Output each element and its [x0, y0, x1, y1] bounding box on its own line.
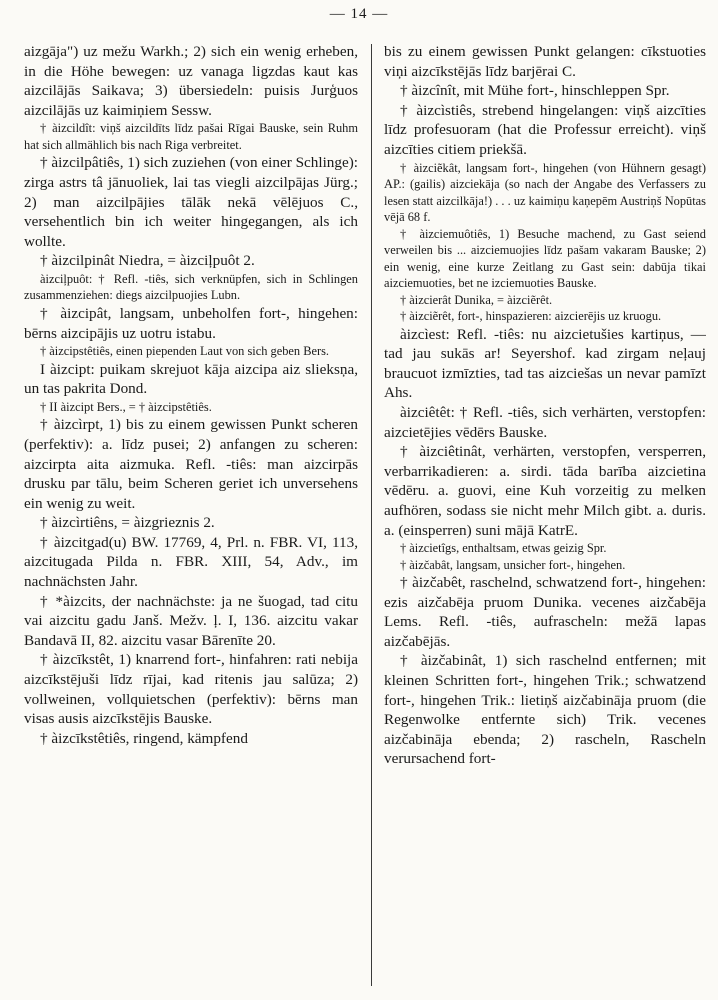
- dictionary-entry: † àizčabât, langsam, unsicher fort-, hingehen.: [400, 557, 626, 572]
- dictionary-entry: àizciêtêt: † Refl. -tiês, sich verhärten, verstopfen: aizcietējies vēdērs Bauske.: [384, 403, 706, 441]
- dictionary-entry: bis zu einem gewissen Punkt gelangen: cīkstuoties viņi aizcīkstējās līdz barjērai C.: [384, 43, 706, 80]
- dictionary-entry: aizgāja") uz mežu Warkh.; 2) sich ein wenig erheben, in die Höhe bewegen: uz vanaga ligzdas kaut kas aizcilājās Saikava; 3) übersiedeln: puisis Jurģuos aizcilājās uz kaimiņiem Sessw.: [24, 43, 358, 119]
- dictionary-entry: † àizcipât, langsam, unbeholfen fort-, hingehen: bērns aizcipājis uz uotru istabu.: [24, 304, 358, 342]
- dictionary-entry: àizciļpuôt: † Refl. -tiês, sich verknüpfen, sich in Schlingen zusammenziehen: diegs aizcilpuojies Lubn.: [24, 271, 358, 303]
- dictionary-entry: † àizcilpâtiês, 1) sich zuziehen (von einer Schlinge): zirga astrs tâ jānuoliek, lai tas viegli aizcilpājas Jürg.; 2) man aizcilpājies tālāk nekā vēlējuos C., versehentlich bin ich weiter hingegangen, als ich wollte.: [24, 154, 358, 250]
- dictionary-entry: † àizcitgad(u) BW. 17769, 4, Prl. n. FBR. VI, 113, aizcitugada Pilda n. FBR. XIII, 54, Adv., im nachnächsten Jahr.: [24, 533, 358, 591]
- dictionary-entry: † àizciêtinât, verhärten, verstopfen, versperren, verbarrikadieren: a. sirdi. tāda barība aizcietina vēdēru. a. guovi, eine Kuh vorzeitig zu melken aufhören, sodass sie nicht mehr Milch gibt. a. duris. a. (einsperren) suni mājā KatrE.: [384, 443, 706, 539]
- dictionary-entry: † àizcīkstêtiês, ringend, kämpfend: [40, 729, 248, 747]
- page-number: — 14 —: [329, 6, 389, 22]
- dictionary-entry: † àizciẽrêt, fort-, hinspazieren: aizcierējis uz kruogu.: [400, 309, 662, 324]
- dictionary-entry: † àizcìrtiêns, = àizgrieznis 2.: [40, 514, 215, 532]
- dictionary-entry: † àizcilpinât Niedra, = àizciļpuôt 2.: [40, 252, 255, 270]
- dictionary-entry: † àizcìrpt, 1) bis zu einem gewissen Punkt scheren (perfektiv): a. līdz pusei; 2) anfangen zu scheren: aizcirpta aita aizmuka. Refl. -tiês: man aizcirpās drusku par tālu, beim Scheren geriet ich unversehens ein wenig zu weit.: [24, 416, 358, 512]
- column-divider: [371, 44, 372, 986]
- dictionary-entry: † àizcierât Dunika, = àizciẽrêt.: [400, 292, 553, 307]
- left-column: [24, 42, 358, 990]
- dictionary-entry: † II àizcipt Bers., = † àizcipstêtiês.: [40, 399, 212, 414]
- dictionary-entry: † àizcìstiês, strebend hingelangen: viņš aizcīties līdz profesuoram (hat die Professur erreicht). viņš aizcīties citiem priekšā.: [384, 101, 706, 158]
- dictionary-entry: † àizciẽkât, langsam fort-, hingehen (von Hühnern gesagt) AP.: (gailis) aizciekāja (so nach der Angabe des Verfassers zu lesen statt aizcilkāja!) . . . uz kaimiņu kaņepēm Austriņš Nopūtas vējā 68 f.: [384, 160, 706, 225]
- dictionary-entry: † àizcînît, mit Mühe fort-, hinschleppen Spr.: [400, 82, 670, 100]
- dictionary-entry: † àizcipstêtiês, einen piependen Laut von sich geben Bers.: [40, 344, 330, 359]
- dictionary-entry: † àizcildît: viņš aizcildīts līdz pašai Rīgai Bauske, sein Ruhm hat sich allmählich bis nach Riga verbreitet.: [24, 121, 358, 152]
- right-column: [384, 42, 706, 990]
- dictionary-entry: àizcìest: Refl. -tiês: nu aizcietušies kartiņus, — tad jau sukās ar! Seyershof. kad zirgam neļauj braucuot izmīzties, tad tas aizciešas un nevar pamīzt Ahs.: [384, 325, 706, 402]
- dictionary-entry: † àizcīkstêt, 1) knarrend fort-, hinfahren: rati nebija aizcīkstējuši līdz rījai, kad ritenis jau salūza; 2) vollweinen, vollquietschen (perfektiv): bērns man visas ausis aizcīkstējis Bauske.: [24, 651, 358, 728]
- dictionary-entry: I àizcipt: puikam skrejuot kāja aizcipa aiz slieksņa, un tas pakrita Dond.: [24, 360, 358, 398]
- dictionary-entry: † *àizcits, der nachnächste: ja ne šuogad, tad citu vai aizcitu gadu Janš. Mežv. ļ. I, 136. aizcitu vakar Bandavā II, 82. aizcitu vasar Bārenīte 20.: [24, 592, 358, 649]
- dictionary-entry: † àizciemuôtiês, 1) Besuche machend, zu Gast seiend verweilen bis ... aizciemuojies līdz pašam vakaram Bauske; 2) ein wenig, eine kurze Zeitlang zu Gast sein: dabūja tikai aizciemuoties, bet ne izciemuoties Bauske.: [384, 226, 706, 291]
- dictionary-entry: † àizcietîgs, enthaltsam, etwas geizig Spr.: [400, 541, 607, 556]
- dictionary-entry: † àizčabinât, 1) sich raschelnd entfernen; mit kleinen Schritten fort-, hingehen Trik.; schwatzend fort-, hingehen Trik.: lietiņš aizčabināja pruom (die Regenwolke entfernte sich) Trik. vecenes aizčabināja ebenda; 2) rascheln, Rascheln verursachend fort-: [384, 652, 706, 768]
- dictionary-entry: † àizčabêt, raschelnd, schwatzend fort-, hingehen: ezis aizčabēja pruom Dunika. vecenes aizčabēja Lems. Refl. -tiês, aufrascheln: mežā lapas aizčabējās.: [384, 574, 706, 650]
